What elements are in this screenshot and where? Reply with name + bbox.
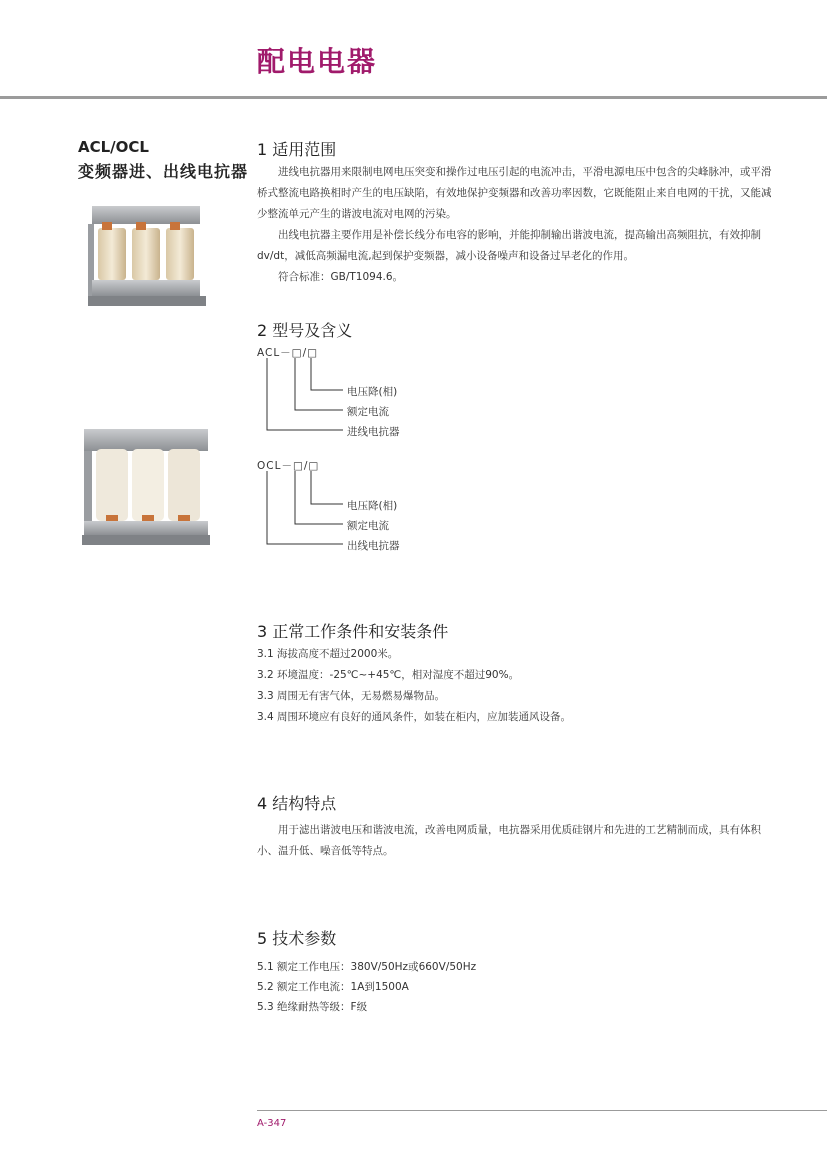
product-photo-top [80,200,210,315]
section-3-heading: 3 正常工作条件和安装条件 [257,622,449,641]
acl-label-voltage: 电压降(相) [347,386,398,398]
product-model: ACL/OCL [78,138,149,156]
product-photo-bottom [78,425,213,550]
product-name: 变频器进、出线电抗器 [78,162,249,181]
ocl-label-type: 出线电抗器 [347,540,400,552]
condition-item: 3.4 周围环境应有良好的通风条件，如装在柜内，应加装通风设备。 [257,711,572,723]
footer-divider [257,1110,827,1111]
ocl-bracket-diagram [257,469,357,549]
spec-item: 5.3 绝缘耐热等级：F级 [257,1001,368,1013]
section-1-paragraph-3: 符合标准：GB/T1094.6。 [278,271,404,283]
acl-bracket-diagram [257,356,357,436]
section-1-heading: 1 适用范围 [257,140,337,159]
section-5-heading: 5 技术参数 [257,929,337,948]
acl-label-current: 额定电流 [347,406,389,418]
header-divider [0,96,827,99]
spec-item: 5.1 额定工作电压：380V/50Hz或660V/50Hz [257,961,477,973]
condition-item: 3.2 环境温度：-25℃~+45℃，相对湿度不超过90%。 [257,669,520,681]
section-4-paragraph: 用于滤出谐波电压和谐波电流，改善电网质量，电抗器采用优质硅钢片和先进的工艺精制而成，具有体积小、温升低、噪音低等特点。 [257,824,761,857]
section-1-paragraph-1: 进线电抗器用来限制电网电压突变和操作过电压引起的电流冲击，平滑电源电压中包含的尖峰脉冲，或平滑桥式整流电路换相时产生的电压缺陷，有效地保护变频器和改善功率因数，它既能阻止来自电网的干扰，又能减少整流单元产生的谐波电流对电网的污染。 [257,166,772,220]
condition-item: 3.1 海拔高度不超过2000米。 [257,648,399,660]
section-4-heading: 4 结构特点 [257,794,337,813]
ocl-label-current: 额定电流 [347,520,389,532]
ocl-label-voltage: 电压降(相) [347,500,398,512]
page-title: 配电电器 [257,45,378,78]
section-2-heading: 2 型号及含义 [257,321,353,340]
acl-code: ACL－□/□ [257,347,319,359]
spec-item: 5.2 额定工作电流：1A到1500A [257,981,409,993]
acl-label-type: 进线电抗器 [347,426,400,438]
page-number: A-347 [257,1118,287,1129]
condition-item: 3.3 周围无有害气体，无易燃易爆物品。 [257,690,446,702]
ocl-code: OCL－□/□ [257,460,320,472]
section-1-paragraph-2: 出线电抗器主要作用是补偿长线分布电容的影响，并能抑制输出谐波电流，提高输出高频阻抗，有效抑制dv/dt，减低高频漏电流,起到保护变频器，减小设备噪声和设备过早老化的作用。 [257,229,761,262]
